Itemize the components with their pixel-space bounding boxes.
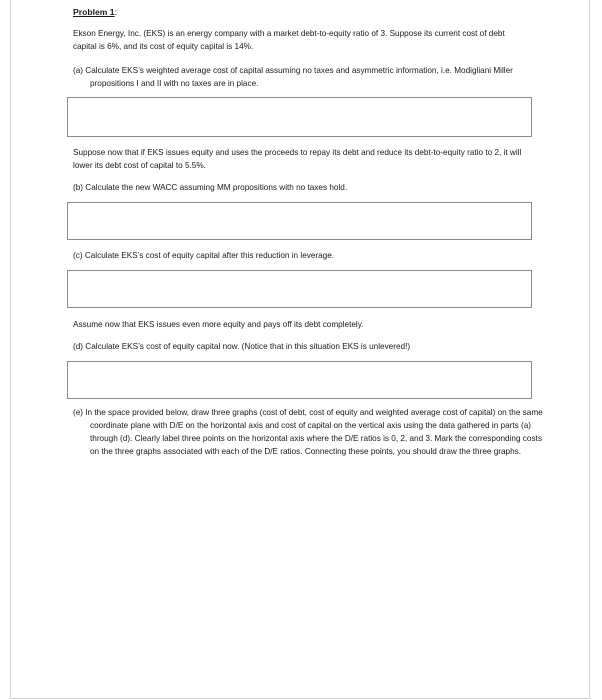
question-e: (e) In the space provided below, draw three graphs (cost of debt, cost of equity and weighted average cost of capital) on the same coordinate plane with D/E on the horizontal axis and cost of capital on the vertical axis using the data gathered in parts (a) through (d). Clearly label three points on the horizontal axis where the D/E ratios is 0, 2, and 3. Mark the corresponding costs on the three graphs associated with each of the D/E ratios. Connecting these points, you should draw the three graphs.	[73, 408, 543, 456]
scenario-paragraph-3: Assume now that EKS issues even more equity and pays off its debt completely.	[73, 320, 364, 329]
answer-box-d[interactable]	[67, 361, 532, 399]
intro-paragraph: Ekson Energy, Inc. (EKS) is an energy company with a market debt-to-equity ratio of 3. Suppose its current cost of debt capital is 6%, and its cost of equity capital is 14%.	[73, 29, 505, 51]
graph-drawing-area[interactable]	[67, 485, 532, 690]
answer-box-a[interactable]	[67, 97, 532, 137]
scenario-paragraph-2: Suppose now that if EKS issues equity and uses the proceeds to repay its debt and reduce its debt-to-equity ratio to 2, it will lower its debt cost of capital to 5.5%.	[73, 148, 522, 170]
problem-title-text: Problem 1	[73, 7, 115, 17]
question-d: (d) Calculate EKS’s cost of equity capital now. (Notice that in this situation EKS is unlevered!)	[73, 342, 411, 351]
document-page	[10, 0, 590, 699]
problem-title	[73, 6, 117, 19]
problem-title-colon: :	[114, 7, 117, 17]
question-a: (a) Calculate EKS’s weighted average cost of capital assuming no taxes and asymmetric information, i.e. Modigliani Miller propositions I and II with no taxes are in place.	[73, 66, 513, 88]
answer-box-b[interactable]	[67, 202, 532, 240]
question-b: (b) Calculate the new WACC assuming MM propositions with no taxes hold.	[73, 183, 348, 192]
answer-box-c[interactable]	[67, 270, 532, 308]
question-c: (c) Calculate EKS’s cost of equity capital after this reduction in leverage.	[73, 251, 335, 260]
